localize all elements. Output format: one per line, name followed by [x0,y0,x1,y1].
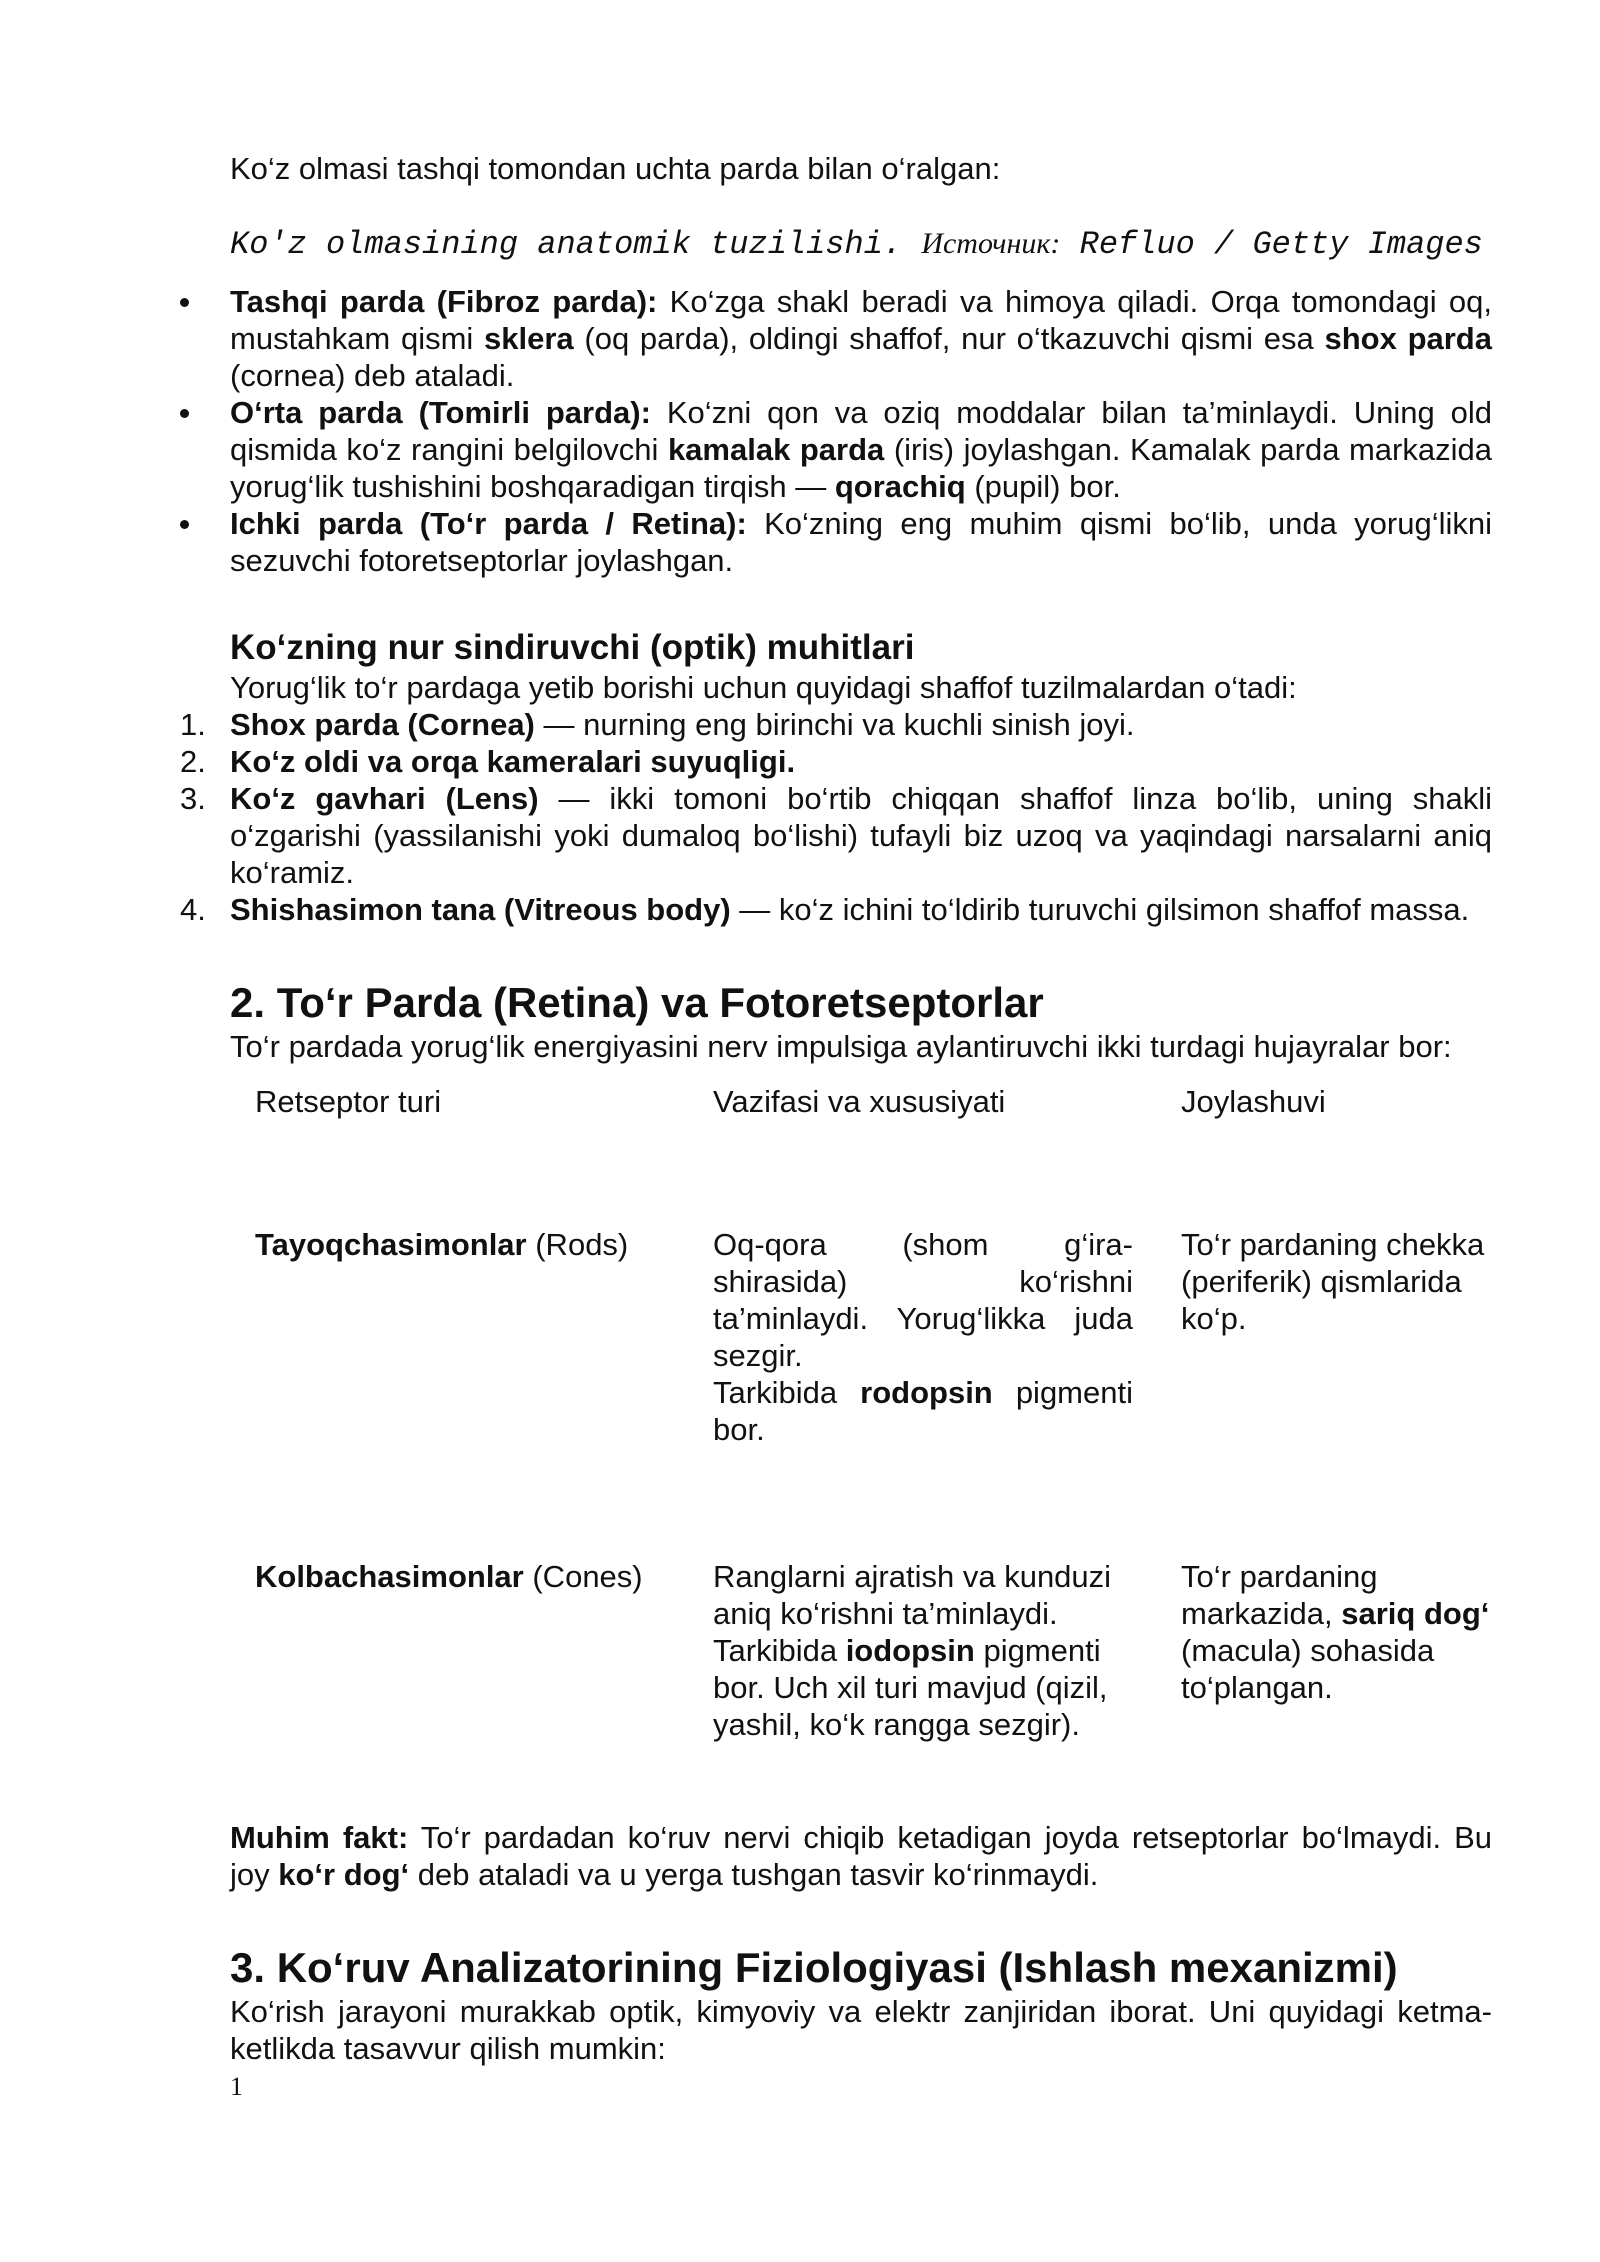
retina-heading: 2. To‘r Parda (Retina) va Fotoretseptorlar [230,979,1044,1026]
layer-term: kamalak parda [667,432,885,467]
layer-term: sklera [484,321,574,356]
layer-term: qorachiq [834,469,966,504]
cell-part: Tarkibida [713,1633,846,1668]
table-cell [713,1514,1181,1781]
table-row [230,1514,1492,1781]
cell-text [713,1374,1133,1448]
bullet-icon [180,409,189,418]
table-header: Retseptor turi [255,1084,442,1119]
layer-text: Ko‘zga shakl beradi va himoya qiladi. Orqa tomondagi oq, mustahkam qismi [230,284,1493,356]
table-cell [713,1170,1181,1514]
receptor-name: Kolbachasimonlar [255,1559,524,1594]
cell-part: (macula) sohasida to‘plangan. [1181,1633,1435,1705]
layer-text: Ko‘zning eng muhim qismi bo‘lib, unda yorug‘likni sezuvchi fotoretseptorlar joylashgan. [230,506,1492,578]
layer-title: O‘rta parda (Tomirli parda): [230,395,651,430]
table-cell [230,1170,713,1514]
bullet-icon [180,520,189,529]
layer-text: Ko‘zni qon va oziq moddalar bilan ta’minlaydi. Uning old qismida ko‘z rangini belgilovchi [230,395,1492,467]
item-text: — ikki tomoni bo‘rtib chiqqan shaffof linza bo‘lib, uning shakli o‘zgarishi (yassilanishi yoki dumaloq bo‘lishi) tufayli biz uzoq va yaqindagi narsalarni aniq ko‘ramiz. [230,781,1492,890]
list-item [180,891,1492,928]
list-item [230,394,1492,505]
intro-text: Ko‘z olmasi tashqi tomondan uchta parda bilan o‘ralgan: [230,151,1001,186]
cell-text: Ranglarni ajratish va kunduzi aniq ko‘rishni ta’minlaydi. [713,1559,1112,1631]
fact-text: deb ataladi va u yerga tushgan tasvir ko‘rinmaydi. [409,1857,1099,1892]
cell-term: sariq dog‘ [1341,1596,1490,1631]
layer-text: (oq parda), oldingi shaffof, nur o‘tkazuvchi qismi esa [573,321,1325,356]
item-text: — nurning eng birinchi va kuchli sinish joyi. [534,707,1135,742]
item-term: Ko‘z oldi va orqa kameralari suyuqligi. [230,744,796,779]
table-cell [230,1514,713,1781]
table-cell [1181,1514,1492,1781]
fact-text: To‘r pardadan ko‘ruv nervi chiqib ketadigan joyda retseptorlar bo‘lmaydi. Bu joy [230,1820,1493,1892]
bullet-icon [180,298,189,307]
table-header-row [230,1079,1492,1170]
caption-text: Ko'z olmasining anatomik tuzilishi. [230,226,903,263]
receptor-latin: (Rods) [526,1227,629,1262]
cell-part: pigmenti bor. Uch xil turi mavjud (qizil, yashil, ko‘k rangga sezgir). [713,1633,1108,1742]
optic-list [180,706,1492,928]
layer-text: (cornea) deb ataladi. [230,358,515,393]
cell-part: To‘r pardaning chekka (periferik) qismlarida ko‘p. [1181,1227,1485,1336]
item-number: 4. [180,892,206,927]
item-term: Shishasimon tana (Vitreous body) [230,892,731,927]
receptor-latin: (Cones) [523,1559,643,1594]
layer-text: (pupil) bor. [965,469,1121,504]
item-number: 1. [180,707,206,742]
caption-source-label: Источник: [921,227,1061,260]
receptor-name: Tayoqchasimonlar [255,1227,527,1262]
item-term: Shox parda (Cornea) [230,707,535,742]
table-row [230,1170,1492,1514]
cell-part: pigmenti bor. [713,1375,1133,1447]
eye-layers-list [230,283,1492,579]
pigment-name: iodopsin [845,1633,975,1668]
list-item [180,743,1492,780]
item-number: 2. [180,744,206,779]
caption-source: Refluo / Getty Images [1079,226,1483,263]
fact-term: ko‘r dog‘ [278,1857,410,1892]
list-item [230,505,1492,579]
list-item [180,780,1492,891]
image-caption [230,225,1492,263]
optic-heading: Ko‘zning nur sindiruvchi (optik) muhitlari [230,628,915,667]
cell-part: To‘r pardaning markazida, [1181,1559,1378,1631]
layer-title: Tashqi parda (Fibroz parda): [230,284,658,319]
table-header: Joylashuvi [1181,1084,1326,1119]
list-item [230,283,1492,394]
layer-term: shox parda [1324,321,1492,356]
item-text: — ko‘z ichini to‘ldirib turuvchi gilsimon shaffof massa. [730,892,1470,927]
layer-title: Ichki parda (To‘r parda / Retina): [230,506,747,541]
layer-text: (iris) joylashgan. Kamalak parda markazida yorug‘lik tushishini boshqaradigan tirqish — [230,432,1492,504]
cell-part: Tarkibida [713,1375,861,1410]
physiology-heading: 3. Ko‘ruv Analizatorining Fiziologiyasi (Ishlash mexanizmi) [230,1944,1398,1991]
table-cell [1181,1170,1492,1514]
receptor-table [230,1079,1492,1781]
optic-lead: Yorug‘lik to‘r pardaga yetib borishi uchun quyidagi shaffof tuzilmalardan o‘tadi: [230,670,1297,705]
important-fact [230,1819,1492,1893]
pigment-name: rodopsin [860,1375,993,1410]
list-item [180,706,1492,743]
page-number: 1 [230,2072,243,2101]
table-header: Vazifasi va xususiyati [713,1084,1006,1119]
physiology-lead: Ko‘rish jarayoni murakkab optik, kimyoviy va elektr zanjiridan iborat. Uni quyidagi ketma-ketlikda tasavvur qilish mumkin: [230,1994,1492,2066]
page-content [180,150,1493,2067]
item-term: Ko‘z gavhari (Lens) [230,781,539,816]
fact-label: Muhim fakt: [230,1820,409,1855]
cell-text: Oq-qora (shom g‘ira-shirasida) ko‘rishni ta’minlaydi. Yorug‘likka juda sezgir. [713,1227,1133,1373]
retina-lead: To‘r pardada yorug‘lik energiyasini nerv impulsiga aylantiruvchi ikki turdagi hujayralar bor: [230,1029,1452,1064]
item-number: 3. [180,781,206,816]
